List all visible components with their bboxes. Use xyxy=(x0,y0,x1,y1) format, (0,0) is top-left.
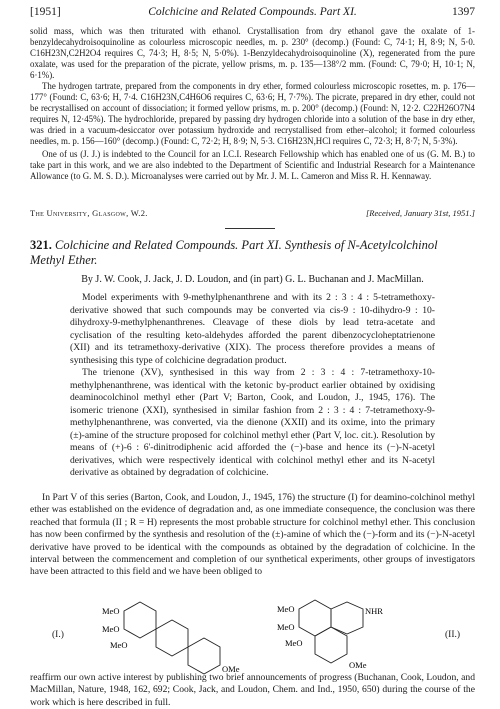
structure-i-diagram xyxy=(100,592,240,680)
group-label: MeO xyxy=(110,640,128,650)
institution: The University, Glasgow, W.2. xyxy=(30,208,148,218)
article-number: 321. xyxy=(30,238,52,252)
chemical-structures xyxy=(30,592,475,680)
structure-label-ii: (II.) xyxy=(445,630,461,640)
ring-a xyxy=(299,600,331,636)
group-label: MeO xyxy=(277,604,295,614)
body-paragraph: In Part V of this series (Barton, Cook, and Loudon, J., 1945, 176) the structure (I) for deamino-colchinol methyl ether was established on the evidence of degradation and, as one immediate consequence, the conclusion was there reached that formula (II ; R = H) represents the most probable structure for colchinol methyl ether. This conclusion has now been confirmed by the synthesis and resolution of the (±)-amine of which the (−)-form and its (−)-N-acetyl derivative have proved to be identical with the compounds as obtained by the degradation of colchicine. In the interval between the commencement and completion of our synthetical experiments, other groups of investigators have been attracted to this field and we have been obliged to xyxy=(30,492,475,578)
ring-c xyxy=(188,638,220,674)
group-label: OMe xyxy=(349,660,367,670)
group-label: MeO xyxy=(277,622,295,632)
paragraph: The hydrogen tartrate, prepared from the components in dry ether, formed colourless microscopic rosettes, m. p. 176—177° (Found: C, 63·6; H, 7·4. C16H23N,C4H6O6 requires C, 63·6; H, 7·7%). The picrate, prepared in dry ether, could not be recrystallised on account of dissociation; it formed yellow prisms, m. p. 200° (decomp.) (Found: N, 12·2. C22H26O7N4 requires N, 12·45%). The hydrochloride, prepared by passing dry hydrogen chloride into a solution of the base in dry ether, was dried in a vacuum-desiccator over potassium hydroxide and recrystallised from ether–alcohol; it formed colourless needles, m. p. 156—160° (decomp.) (Found: C, 72·2; H, 8·9; N, 5·3. C16H23N,HCl requires C, 72·3; H, 8·7; N, 5·3%). xyxy=(30,81,475,146)
abstract xyxy=(70,292,435,480)
group-label: NHR xyxy=(365,606,383,616)
group-label: MeO xyxy=(285,638,303,648)
section-divider xyxy=(225,228,275,229)
group-label: MeO xyxy=(102,624,120,634)
group-label: OMe xyxy=(222,664,240,674)
acknowledgement-paragraph: One of us (J. J.) is indebted to the Council for an I.C.I. Research Fellowship which has enabled one of us (G. M. B.) to take part in this work, and we are also indebted to the Department of Scientific and Industrial Research for a Maintenance Allowance (to G. M. S. D.). Microanalyses were carried out by Mr. J. M. L. Cameron and Miss R. H. Kennaway. xyxy=(30,149,475,181)
ring-a xyxy=(124,602,156,638)
body-text xyxy=(30,492,475,579)
ring-c xyxy=(315,627,347,663)
article-title: Colchicine and Related Compounds. Part XI. Synthesis of N-Acetylcolchinol Methyl Ether. xyxy=(30,238,438,267)
structure-label-i: (I.) xyxy=(52,630,64,640)
abstract-paragraph: Model experiments with 9-methylphenanthrene and with its 2 : 3 : 4 : 5-tetramethoxy-derivative showed that such compounds may be converted via cis-9 : 10-dihydro-9 : 10-dihydroxy-9-methylphenanthrenes. Cleavage of these diols by lead tetra-acetate and cyclisation of the resulting keto-aldehydes afforded the parent dibenzocycloheptatrienone (XII) and its tetramethoxy-derivative (XIX). The process therefore provides a means of synthesising this type of colchicine degradation product. xyxy=(70,292,435,366)
paragraph: solid mass, which was then triturated with ethanol. Crystallisation from dry ethanol gave the oxalate of 1-benzyldecahydroisoquinoline as colourless microscopic needles, m. p. 230° (decomp.) (Found: C, 74·1; H, 8·9; N, 5·0. C16H23N,C2H2O4 requires C, 74·3; H, 8·5; N, 5·0%). 1-Benzyldecahydroisoquinoline (X), regenerated from the pure oxalate, was used for the preparation of the picrate, yellow prisms, m. p. 135—138°/2 mm. (Found: C, 79·0; H, 10·1; N, 6·1%). xyxy=(30,26,475,80)
group-label: MeO xyxy=(102,606,120,616)
body-text-continued xyxy=(30,672,475,709)
article-title-block xyxy=(30,238,475,268)
body-paragraph: reaffirm our own active interest by publishing two brief announcements of progress (Buchanan, Cook, Loudon, and MacMillan, Nature, 1948, 162, 692; Cook, Jack, and Loudon, Chem. and Ind., 1950, 650) during the course of the work which is here described in full. xyxy=(30,672,475,708)
experimental-continuation xyxy=(30,26,475,182)
structure-ii-diagram xyxy=(275,592,425,680)
abstract-paragraph: The trienone (XV), synthesised in this way from 2 : 3 : 4 : 7-tetramethoxy-10-methylphenanthrene, was identical with the ketonic by-product earlier obtained by oxidising deaminocolchinol methyl ether (Part V; Barton, Cook, and Loudon, J., 1945, 176). The isomeric trienone (XXI), synthesised in similar fashion from 2 : 3 : 4 : 7-tetramethoxy-9-methylphenanthrene, was converted, via the dienone (XXII) and its oxime, into the primary (±)-amine of the structure proposed for colchinol methyl ether (Part V, loc. cit.). Resolution by means of (+)-6 : 6'-dinitrodiphenic acid afforded the (−)-base and hence its (−)-N-acetyl derivatives, which were respectively identical with colchinol methyl ether and its N-acetyl derivative as obtained by degradation of colchicine. xyxy=(70,367,435,478)
header-running-title: Colchicine and Related Compounds. Part XI. xyxy=(148,6,357,18)
received-date: [Received, January 31st, 1951.] xyxy=(365,208,475,218)
ring-b xyxy=(156,620,188,656)
header-year: [1951] xyxy=(30,6,61,18)
article-authors: By J. W. Cook, J. Jack, J. D. Loudon, and (in part) G. L. Buchanan and J. MacMillan. xyxy=(81,274,424,285)
header-page-number: 1397 xyxy=(452,6,475,18)
running-header xyxy=(30,6,475,22)
